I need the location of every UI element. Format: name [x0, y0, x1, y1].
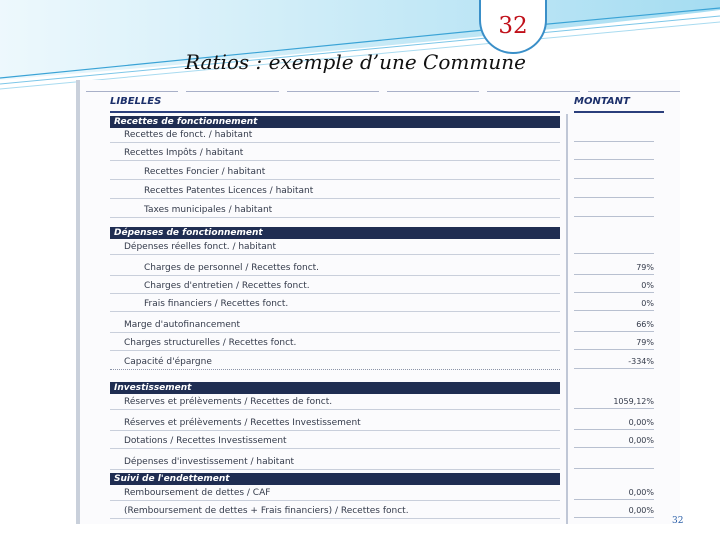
row-value	[574, 455, 654, 469]
row-label: Capacité d'épargne	[124, 357, 212, 367]
column-strip-cell	[487, 84, 579, 92]
column-strip-cell	[588, 84, 680, 92]
row-label: Charges de personnel / Recettes fonct.	[144, 263, 320, 273]
table-row	[110, 261, 560, 276]
row-value: 0,00%	[574, 416, 654, 430]
row-label: (Remboursement de dettes + Frais financiers) / Recettes fonct.	[124, 506, 409, 516]
table-row	[110, 355, 560, 370]
row-value: -334%	[574, 355, 654, 369]
row-value: 1059,12%	[574, 395, 654, 409]
table-row	[110, 455, 560, 470]
table-row	[110, 336, 560, 351]
section-header: Investissement	[110, 382, 560, 394]
table-row	[110, 184, 560, 199]
table-row	[110, 279, 560, 294]
row-label: Taxes municipales / habitant	[144, 205, 273, 215]
table-row	[110, 128, 560, 143]
section-header: Suivi de l'endettement	[110, 473, 560, 485]
row-label: Dépenses d'investissement / habitant	[124, 457, 295, 467]
table-row	[110, 203, 560, 218]
header-swoosh-decoration	[0, 0, 720, 90]
row-label: Remboursement de dettes / CAF	[124, 488, 271, 498]
table-row	[110, 318, 560, 333]
ratios-table-document	[76, 80, 680, 524]
column-strip-cell	[186, 84, 278, 92]
row-label: Recettes de fonct. / habitant	[124, 130, 253, 140]
row-label: Dotations / Recettes Investissement	[124, 436, 287, 446]
column-strip-cell	[387, 84, 479, 92]
row-label: Charges d'entretien / Recettes fonct.	[144, 281, 310, 291]
column-divider	[566, 114, 568, 524]
row-value	[574, 165, 654, 179]
table-row	[110, 146, 560, 161]
row-label: Recettes Patentes Licences / habitant	[144, 186, 314, 196]
section-header: Recettes de fonctionnement	[110, 116, 560, 128]
row-value: 0%	[574, 279, 654, 293]
page-number: 32	[498, 13, 528, 39]
table-row	[110, 240, 560, 255]
slide-title: Ratios : exemple d’une Commune	[185, 50, 526, 74]
row-label: Recettes Foncier / habitant	[144, 167, 266, 177]
row-value	[574, 203, 654, 217]
row-value	[574, 184, 654, 198]
row-value: 66%	[574, 318, 654, 332]
row-value: 0%	[574, 297, 654, 311]
section-header: Dépenses de fonctionnement	[110, 227, 560, 239]
table-row	[110, 395, 560, 410]
row-value	[574, 146, 654, 160]
row-value: 0,00%	[574, 486, 654, 500]
row-value: 79%	[574, 261, 654, 275]
row-label: Frais financiers / Recettes fonct.	[144, 299, 289, 309]
row-value: 0,00%	[574, 434, 654, 448]
row-label: Réserves et prélèvements / Recettes de fonct.	[124, 397, 333, 407]
column-header-strip	[86, 84, 680, 92]
row-label: Marge d'autofinancement	[124, 320, 240, 330]
table-row	[110, 486, 560, 501]
header-amount: MONTANT	[574, 96, 664, 113]
table-row	[110, 297, 560, 312]
row-label: Charges structurelles / Recettes fonct.	[124, 338, 297, 348]
row-value	[574, 128, 654, 142]
row-value: 0,00%	[574, 504, 654, 518]
row-value: 79%	[574, 336, 654, 350]
row-value	[574, 240, 654, 254]
header-labels: LIBELLES	[110, 96, 560, 113]
table-row	[110, 416, 560, 431]
column-strip-cell	[287, 84, 379, 92]
row-label: Recettes Impôts / habitant	[124, 148, 244, 158]
table-row	[110, 434, 560, 449]
row-label: Dépenses réelles fonct. / habitant	[124, 242, 277, 252]
footer-page-number: 32	[672, 516, 684, 526]
table-row	[110, 504, 560, 519]
row-label: Réserves et prélèvements / Recettes Investissement	[124, 418, 361, 428]
table-row	[110, 165, 560, 180]
column-strip-cell	[86, 84, 178, 92]
